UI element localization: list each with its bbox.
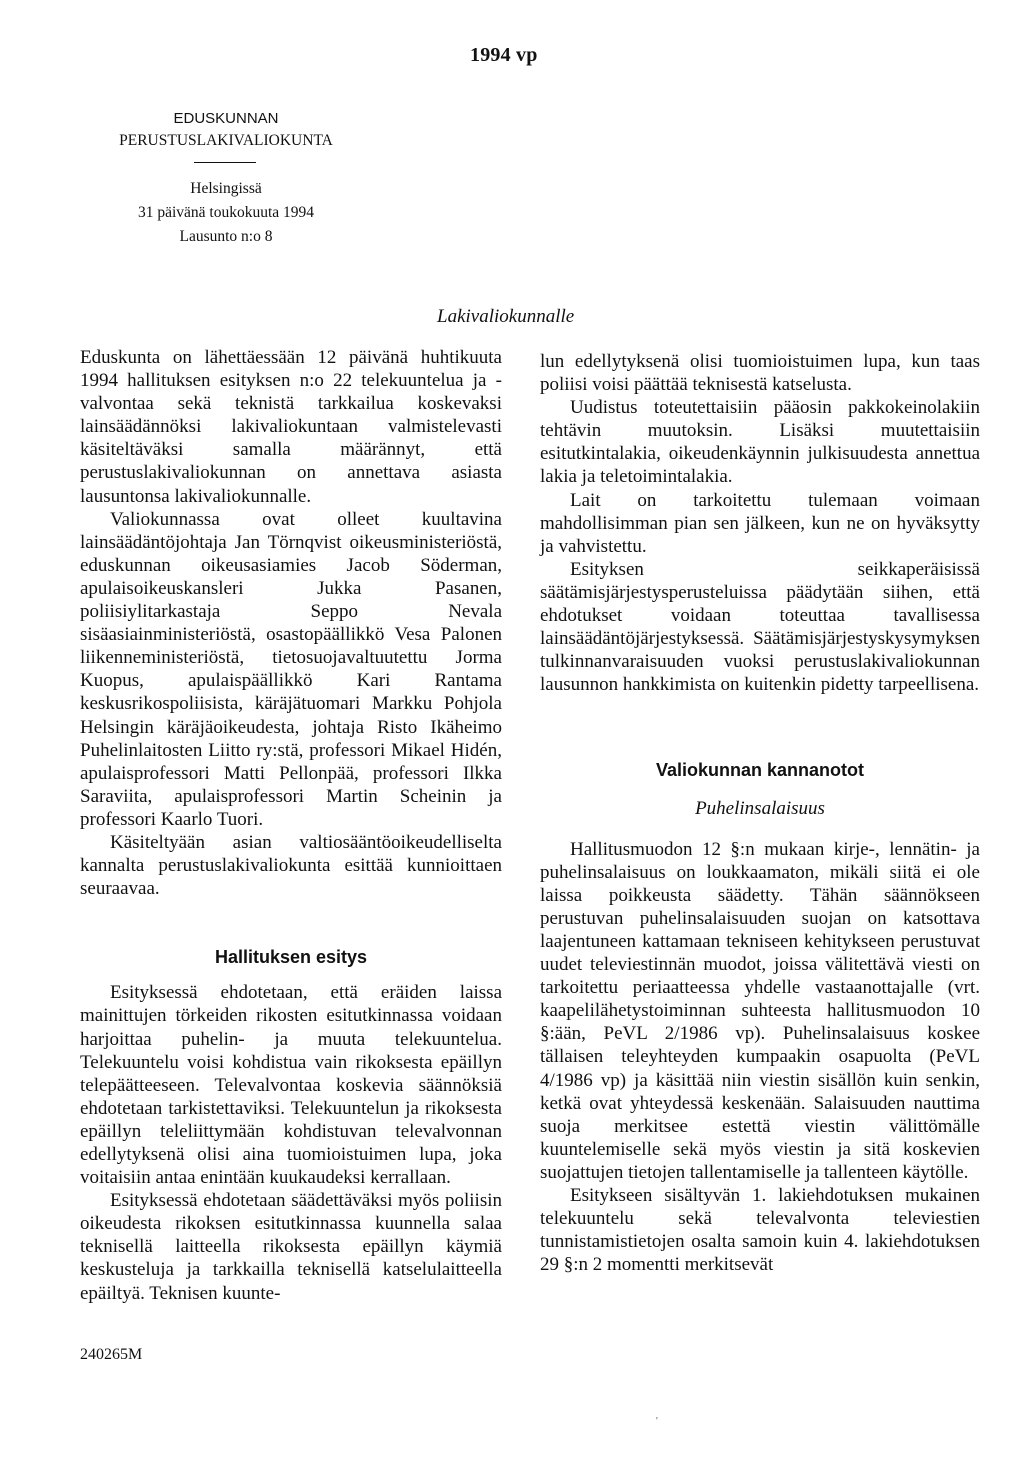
paragraph: Lait on tarkoitettu tulemaan voimaan mahdollisimman pian sen jälkeen, kun ne on hyväksytty ja vahvistettu.: [540, 489, 980, 557]
statement-number: Lausunto n:o 8: [179, 228, 273, 245]
right-column: [540, 350, 980, 1276]
place: Helsingissä: [190, 180, 262, 197]
paragraph: lun edellytyksenä olisi tuomioistuimen lupa, kun taas poliisi voisi päättää teknisestä katselusta.: [540, 351, 980, 396]
paragraph: Esityksen seikkaperäisissä säätämisjärjestysperusteluissa päädytään siihen, että ehdotukset voidaan toteuttaa tavallisessa lainsäädäntöjärjestyksessä. Säätämisjärjestyskysymyksen tulkinnanvaraisuuden vuoksi perustuslakivaliokunnan lausunnon hankkimista on kuitenkin pidetty tarpeellisena.: [540, 558, 980, 696]
statement-meta: [76, 177, 376, 249]
date: 31 päivänä toukokuuta 1994: [137, 204, 315, 221]
addressee: Lakivaliokunnalle: [437, 306, 575, 327]
paragraph: Valiokunnassa ovat olleet kuultavina lainsäädäntöjohtaja Jan Törnqvist oikeusministeriöstä, eduskunnan oikeusasiamies Jacob Söderman, apulaisoikeuskansleri Jukka Pasanen, poliisiylitarkastaja Seppo Nevala sisäasiainministeriöstä, osastopäällikkö Vesa Palonen liikenneministeriöstä, tietosuojavaltuutettu Jorma Kuopus, apulaispäällikkö Kari Rantama keskusrikospoliisista, käräjätuomari Markku Pohjola Helsingin käräjäoikeudesta, johtaja Risto Ikäheimo Puhelinlaitosten Liitto ry:stä, professori Mikael Hidén, apulaisprofessori Matti Pellonpää, professori Ilkka Saraviita, apulaisprofessori Martin Scheinin ja professori Kaarlo Tuori.: [80, 508, 502, 830]
committee-name: [76, 108, 376, 152]
paragraph: Esityksessä ehdotetaan säädettäväksi myös poliisin oikeudesta rikoksen esitutkinnassa kuunnella salaa teknisellä laitteella rikoksesta epäillyn käymiä keskusteluja ja tarkkailla teknisellä katselulaitteella epäiltyä. Teknisen kuunte-: [80, 1190, 502, 1304]
page-number: 1994 vp: [470, 44, 538, 66]
document-id: 240265M: [80, 1346, 143, 1363]
committee-line-2: PERUSTUSLAKIVALIOKUNTA: [119, 132, 333, 149]
paragraph: Käsiteltyään asian valtiosääntöoikeudelliselta kannalta perustuslakivaliokunta esittää kunnioittaen seuraavaa.: [80, 831, 502, 900]
paragraph: Uudistus toteutettaisiin pääosin pakkokeinolakiin tehtävin muutoksin. Lisäksi muutettaisiin esitutkintalakia, oikeudenkäynnin julkisuudesta annettua lakia ja teletoimintalakia.: [540, 397, 980, 488]
paragraph: Esitykseen sisältyvän 1. lakiehdotuksen mukainen telekuuntelu sekä televalvonta televiestien tunnistamistietojen osalta samoin kuin 4. lakiehdotuksen 29 §:n 2 momentti merkitsevät: [540, 1185, 980, 1276]
left-column: [80, 346, 502, 1305]
section-heading: Valiokunnan kannanotot: [655, 760, 865, 781]
committee-line-1: EDUSKUNNAN: [173, 110, 279, 127]
header-divider: [194, 162, 256, 163]
paragraph: Eduskunta on lähettäessään 12 päivänä huhtikuuta 1994 hallituksen esityksen n:o 22 telekuuntelua ja -valvontaa sekä teknistä tarkkailua koskevaksi lainsäädännöksi lakivaliokuntaan valmistelevasti käsiteltäväksi samalla määrännyt, että perustuslakivaliokunnan on annettava asiasta lausuntonsa lakivaliokunnalle.: [80, 347, 502, 507]
section-heading: Hallituksen esitys: [214, 947, 368, 968]
paragraph: Hallitusmuodon 12 §:n mukaan kirje-, lennätin- ja puhelinsalaisuus on loukkaamaton, mikäli siitä ei ole laissa poikkeusta säädetty. Tähän säännökseen perustuvan puhelinsalaisuuden suojan on katsottava laajentuneen kattamaan tekniseen kehitykseen perustuvat uudet televiestinnän muodot, joissa välitettävä viesti on tarkoitettu periaatteessa yhdelle vastaanottajalle (vrt. kaapelilähetystoiminnan suhteesta hallitusmuodon 10 §:ään, PeVL 2/1986 vp). Puhelinsalaisuus koskee tällaisen teleyhteyden kumpaakin osapuolta (PeVL 4/1986 vp) ja käsittää niin viestin sisällön kuin senkin, ketkä ovat yhteydessä keskenään. Salaisuuden nauttima suoja merkitsee estettä viestin välittömälle kuuntelemiselle sekä myös viestin ja sitä koskevien suojattujen tietojen tallentamiselle ja tallenteen käytölle.: [540, 838, 980, 1183]
paragraph: Esityksessä ehdotetaan, että eräiden laissa mainittujen törkeiden rikosten esitutkinnassa voidaan harjoittaa puhelin- ja muuta telekuuntelua. Telekuuntelu voisi kohdistua vain rikoksesta epäillyn telepäätteeseen. Televalvontaa koskevia säännöksiä ehdotetaan tarkistettaviksi. Telekuuntelun ja rikoksesta epäillyn teleliittymään kohdistuvan televalvonnan edellytyksenä olisi aina tuomioistuimen lupa, joka voitaisiin antaa enintään kuukaudeksi kerrallaan.: [80, 982, 502, 1189]
subsection-heading: Puhelinsalaisuus: [695, 797, 825, 819]
stray-mark: ': [656, 1416, 658, 1427]
